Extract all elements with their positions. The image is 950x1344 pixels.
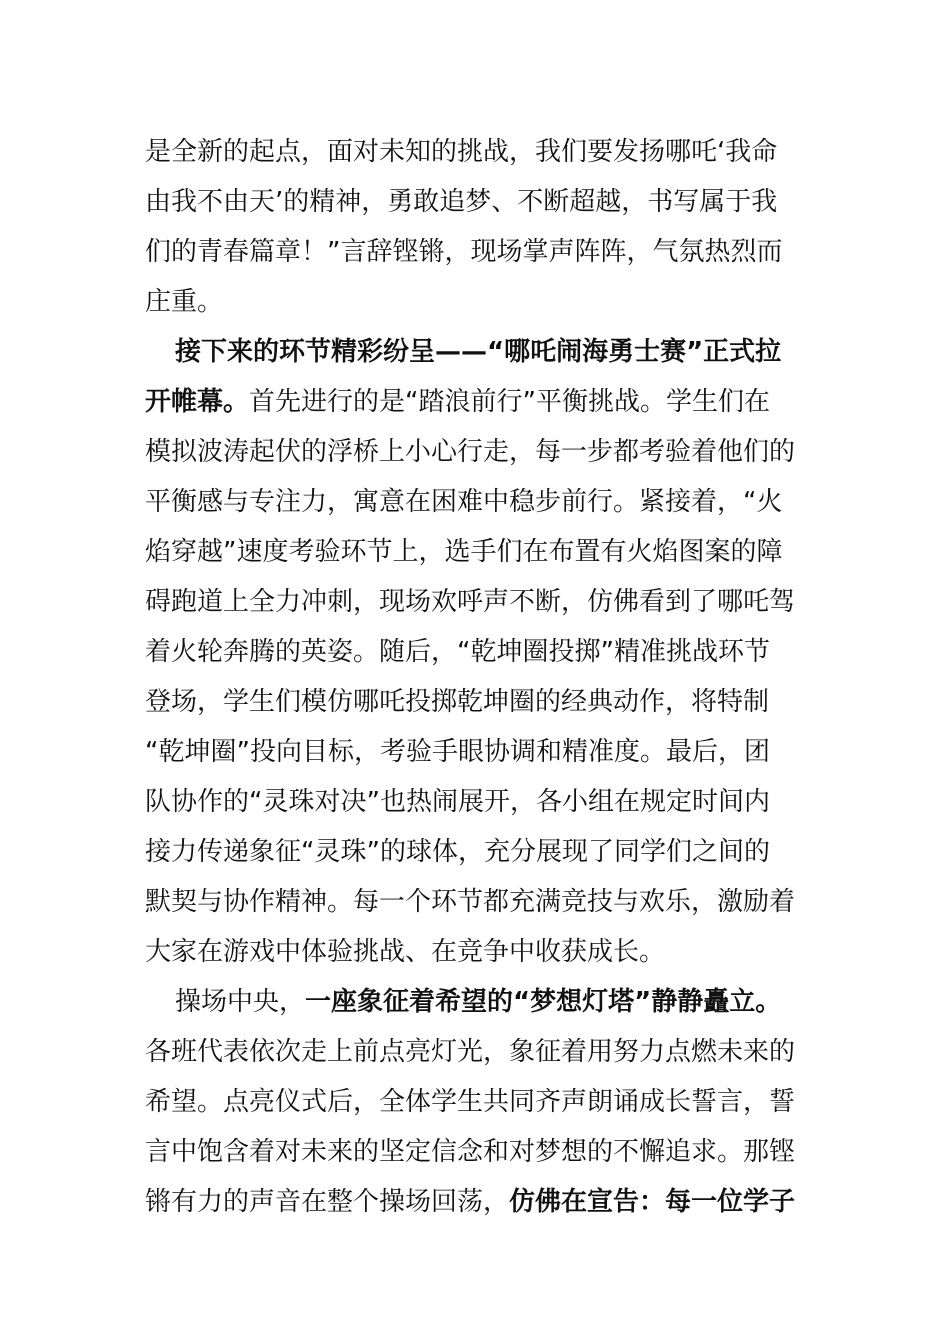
text-line	[145, 480, 950, 524]
text-segment: 希望。点亮仪式后，全体学生共同齐声朗诵成长誓言，誓	[145, 1087, 796, 1117]
text-line	[145, 930, 950, 974]
text-segment: 登场，学生们模仿哪吒投掷乾坤圈的经典动作，将特制	[145, 687, 770, 717]
text-segment: 们的青春篇章！”言辞铿锵，现场掌声阵阵，气氛热烈而	[145, 237, 783, 267]
text-segment: 队协作的“灵珠对决”也热闹展开，各小组在规定时间内	[145, 787, 770, 817]
text-segment: 首先进行的是“踏浪前行”平衡挑战。学生们在	[249, 387, 770, 417]
text-segment: 焰穿越”速度考验环节上，选手们在布置有火焰图案的障	[145, 537, 783, 567]
text-line	[145, 1180, 950, 1224]
text-line	[145, 230, 950, 274]
bold-segment: 仿佛在宣告：每一位学子	[509, 1187, 796, 1217]
text-line	[145, 780, 950, 824]
text-line	[145, 130, 950, 174]
text-segment: 庄重。	[145, 287, 224, 317]
text-segment: “乾坤圈”投向目标，考验手眼协调和精准度。最后，团	[145, 737, 770, 767]
text-line	[145, 630, 950, 674]
text-segment: 着火轮奔腾的英姿。随后，“乾坤圈投掷”精准挑战环节	[145, 637, 770, 667]
text-segment: 平衡感与专注力，寓意在困难中稳步前行。紧接着，“火	[145, 487, 783, 517]
text-line	[145, 180, 950, 224]
bold-segment: 接下来的环节精彩纷呈——“哪吒闹海勇士赛”正式拉	[175, 337, 782, 367]
text-segment: 默契与协作精神。每一个环节都充满竞技与欢乐，激励着	[145, 887, 796, 917]
text-line	[145, 830, 950, 874]
text-segment: 是全新的起点，面对未知的挑战，我们要发扬哪吒‘我命	[145, 137, 778, 167]
text-line	[145, 280, 950, 324]
paragraph-first-line	[175, 980, 950, 1024]
text-segment: 各班代表依次走上前点亮灯光，象征着用努力点燃未来的	[145, 1037, 796, 1067]
text-line	[145, 680, 950, 724]
text-line	[145, 880, 950, 924]
text-line	[145, 1130, 950, 1174]
text-segment: 碍跑道上全力冲刺，现场欢呼声不断，仿佛看到了哪吒驾	[145, 587, 796, 617]
text-line	[145, 530, 950, 574]
text-line	[145, 1080, 950, 1124]
text-segment: 大家在游戏中体验挑战、在竞争中收获成长。	[145, 937, 666, 967]
text-line	[145, 580, 950, 624]
text-line	[145, 1030, 950, 1074]
paragraph-first-line	[175, 330, 950, 374]
bold-segment: 一座象征着希望的“梦想灯塔”静静矗立。	[305, 987, 782, 1017]
text-line	[145, 430, 950, 474]
text-line	[145, 730, 950, 774]
text-segment: 言中饱含着对未来的坚定信念和对梦想的不懈追求。那铿	[145, 1137, 796, 1167]
text-segment: 接力传递象征“灵珠”的球体，充分展现了同学们之间的	[145, 837, 770, 867]
text-segment: 操场中央，	[175, 987, 306, 1017]
text-segment: 由我不由天’的精神，勇敢追梦、不断超越，书写属于我	[145, 187, 778, 217]
text-segment: 模拟波涛起伏的浮桥上小心行走，每一步都考验着他们的	[145, 437, 796, 467]
text-segment: 锵有力的声音在整个操场回荡，	[145, 1187, 510, 1217]
text-line	[145, 380, 950, 424]
bold-segment: 开帷幕。	[145, 387, 250, 417]
